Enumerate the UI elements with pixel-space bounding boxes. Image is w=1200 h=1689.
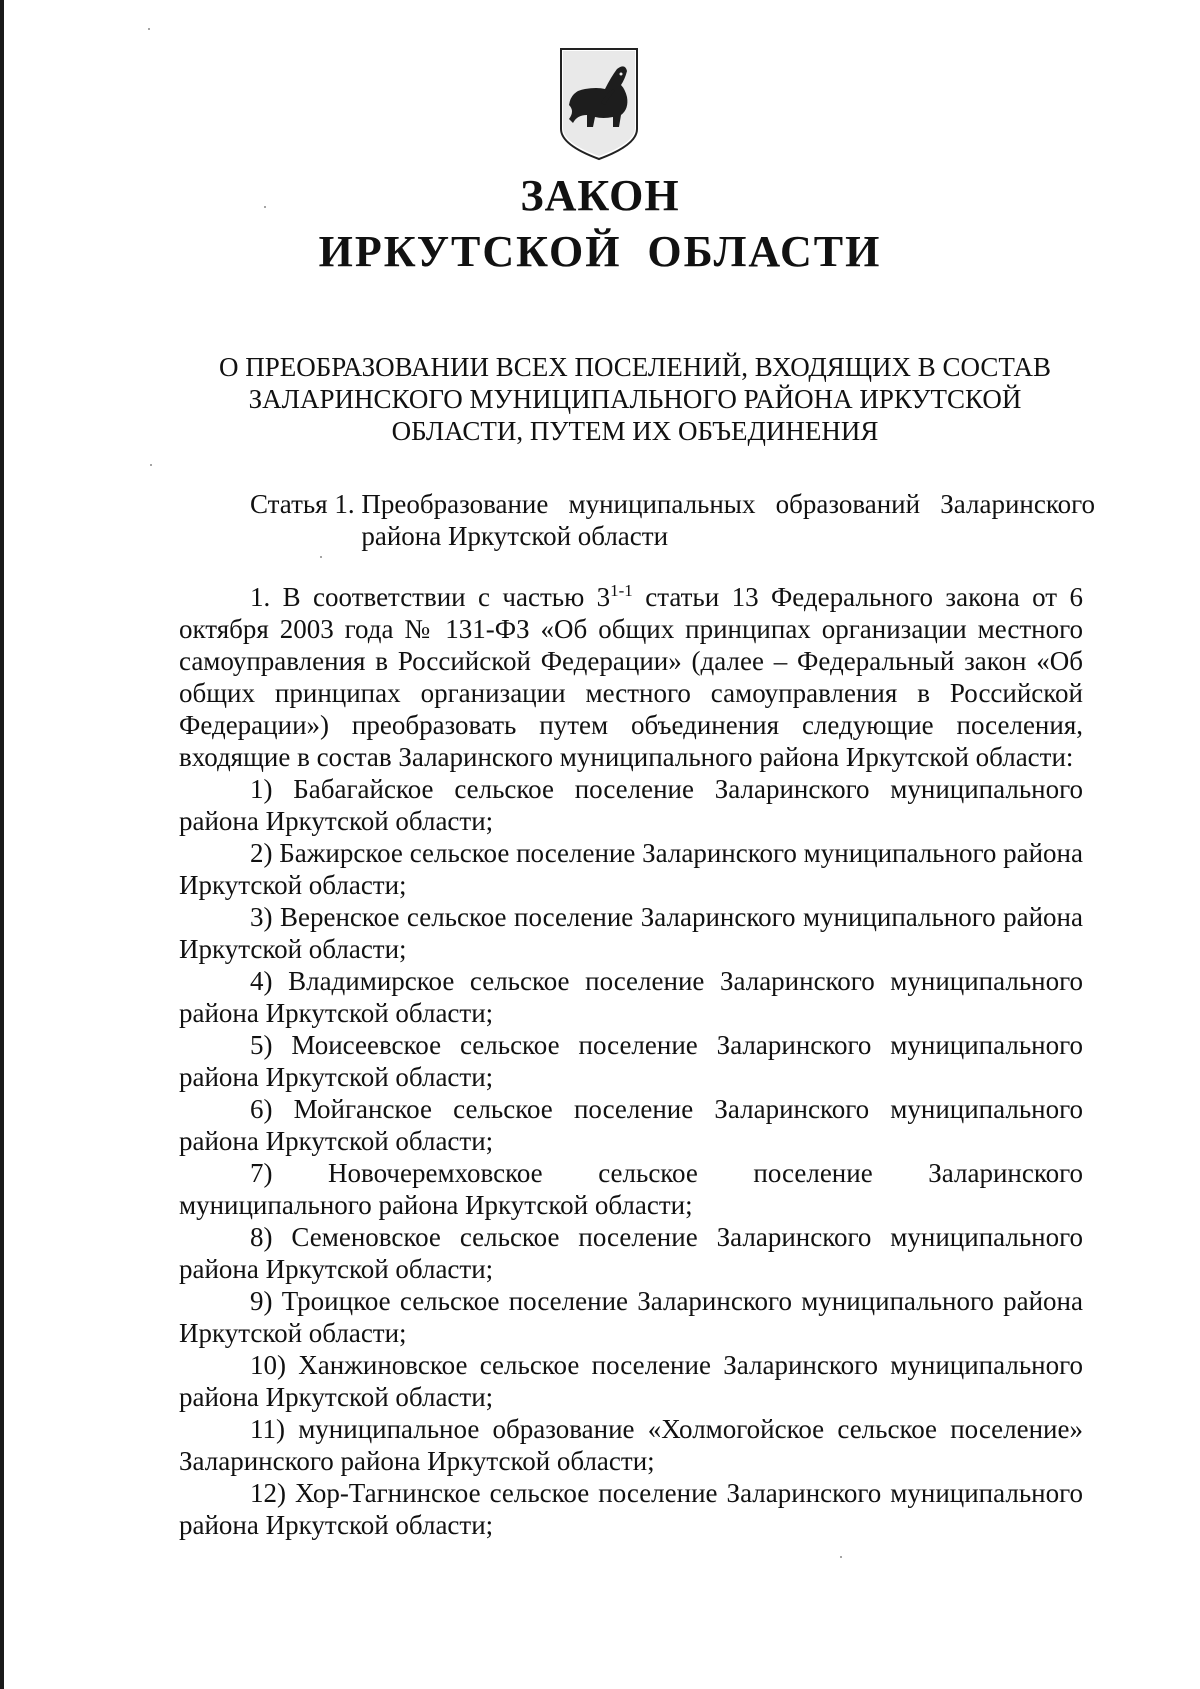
intro-text-end: статьи 13 Федерального закона от 6 октября 2003 года № 131-ФЗ «Об общих принципах организации местного самоуправления в Российской Федерации» (далее – Федеральный закон «Об общих принципах организации местного самоуправления в Российской Федерации») преобразовать путем объединения следующие поселения, входящие в состав Заларинского муниципального района Иркутской области: (179, 582, 1083, 772)
scan-speck (148, 28, 150, 30)
title-region: ИРКУТСКОЙ ОБЛАСТИ (318, 227, 882, 276)
subtitle-line-2: ЗАЛАРИНСКОГО МУНИЦИПАЛЬНОГО РАЙОНА ИРКУТСКОЙ (248, 384, 1022, 414)
list-item: 5) Моисеевское сельское поселение Заларинского муниципального района Иркутской области; (179, 1030, 1083, 1092)
scan-speck (320, 556, 322, 558)
list-item: 10) Ханжиновское сельское поселение Заларинского муниципального района Иркутской области; (179, 1350, 1083, 1412)
intro-paragraph (179, 581, 1083, 773)
list-item: 6) Мойганское сельское поселение Заларинского муниципального района Иркутской области; (179, 1094, 1083, 1156)
list-item: 4) Владимирское сельское поселение Заларинского муниципального района Иркутской области; (179, 966, 1083, 1028)
scan-speck (150, 464, 152, 466)
list-item: 12) Хор-Тагнинское сельское поселение Заларинского муниципального района Иркутской области; (179, 1478, 1083, 1540)
list-item: 11) муниципальное образование «Холмогойское сельское поселение» Заларинского района Иркутской области; (179, 1414, 1083, 1476)
subtitle-line-3: ОБЛАСТИ, ПУТЕМ ИХ ОБЪЕДИНЕНИЯ (391, 416, 879, 446)
document-title (0, 168, 1200, 280)
scan-speck (840, 1556, 842, 1558)
article-title: Преобразование муниципальных образований Заларинского района Иркутской области (361, 489, 1095, 551)
law-subtitle (190, 351, 1080, 447)
list-item: 9) Троицкое сельское поселение Заларинского муниципального района Иркутской области; (179, 1286, 1083, 1348)
list-item: 7) Новочеремховское сельское поселение Заларинского муниципального района Иркутской области; (179, 1158, 1083, 1220)
list-item: 2) Бажирское сельское поселение Заларинского муниципального района Иркутской области; (179, 838, 1083, 900)
subtitle-line-1: О ПРЕОБРАЗОВАНИИ ВСЕХ ПОСЕЛЕНИЙ, ВХОДЯЩИХ В СОСТАВ (218, 352, 1052, 382)
scan-speck (264, 206, 266, 208)
list-item: 3) Веренское сельское поселение Заларинского муниципального района Иркутской области; (179, 902, 1083, 964)
title-law: ЗАКОН (520, 171, 680, 220)
article-1 (250, 488, 1095, 552)
intro-superscript: 1-1 (610, 581, 633, 600)
article-heading (250, 488, 1095, 552)
list-item: 8) Семеновское сельское поселение Заларинского муниципального района Иркутской области; (179, 1222, 1083, 1284)
article-number: Статья 1. (250, 489, 362, 519)
list-item: 1) Бабагайское сельское поселение Заларинского муниципального района Иркутской области; (179, 774, 1083, 836)
intro-text-start: 1. В соответствии с частью 3 (250, 582, 611, 612)
irkutsk-coat-of-arms-icon (555, 45, 643, 163)
article-body (179, 581, 1083, 1541)
